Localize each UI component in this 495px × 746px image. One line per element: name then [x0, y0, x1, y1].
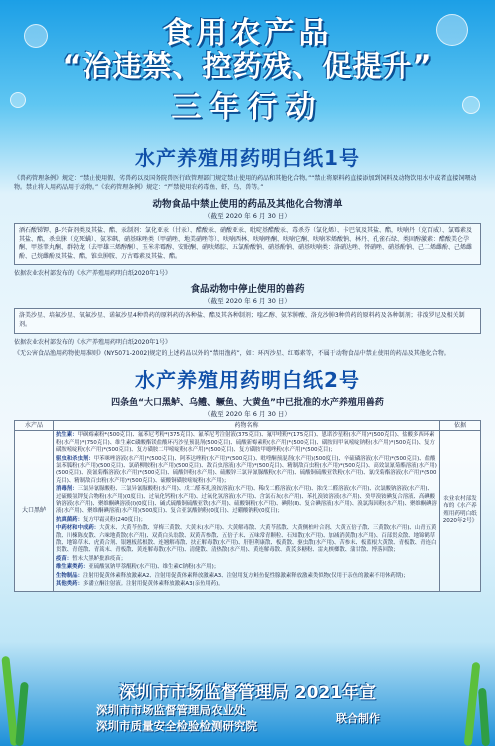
standard-note: 《无公害食品渔用药物使用准则》(NY5071-2002)规定的上述药品以外的“禁用渔药”，如：环丙沙星、红霉素等，不属于动物食品中禁止使用的药品及其他化合物。: [14, 350, 450, 358]
basis-cell: 农业农村部发布的《水产养殖用药明白纸2020年2号》: [440, 431, 481, 591]
banner-title-line2: “治违禁、控药残、促提升”: [62, 49, 433, 83]
drug-category-herbal: 中药材和中成药：大黄末、大黄芩鱼散、穿梅三黄散、大黄末(水产用)、大黄解毒散、大黄芩蓝散、大黄侧柏叶合剂、大黄五倍子散、三黄散(水产用)、山青五黄散、川楝陈皮散、六味地黄散(水产用)、双黄白头翁散、双黄苦参散、五倍子末、五味常青颗粒、石知散(水产用)、加减消黄散(水产用)、百部贯众散、地锦鹤草散、地锦草末、虎黄合剂、银翘板蓝根散、连翘解毒散、扶正解毒散(水产用)、肝胆利康散、板黄散、驱虫散(水产用)、苦参末、板蓝根大黄散、青板散、青连白贯散、青莲散、青蒿末、青板散、黄连解毒散(水产用)、清健散、清热散(水产用)、黄连解毒散、黄芪多糖粉、雷丸槟榔散、蒲甘散、博落回散；: [56, 525, 437, 554]
drug-category-vitamin: 维生素类药：亚硫酸氢钠甲萘醌粉(水产用)、维生素C钠粉(水产用)；: [56, 564, 220, 571]
drug-category-biologic: 生物制品：注射用促黄体素释放激素A2、注射用促黄体素释放激素A3、注射用复方鲑鱼促性腺激素释放激素类似物(仅用于亲鱼的激素不用休药期)；: [56, 572, 409, 579]
drug-category-other: 其他类药：多潘立酮注射液。注射用促黄体素释放激素A3(亲鱼用药)。: [56, 581, 224, 588]
section1-intro: 《兽药管理条例》规定：“禁止使用假、劣兽药以及国务院兽医行政管理部门规定禁止使用的药品和其他化合物。”“禁止将原料药直接添加到饲料及动物饮用水中或者直接饲喂动物。禁止将人用药品用于动物。”《农药管理条例》规定：“严禁使用农药毒鱼、虾、鸟、兽等。”: [14, 175, 477, 191]
drug-category-vaccine: 疫苗：暂未大黑鲈批准疫苗；: [56, 555, 127, 562]
banned-list-box: 酒石酸锑钾、β-兴奋剂类及其盐、酯、汞制剂：氯化亚汞（甘汞）、醋酸汞、硝酸亚汞、吡啶基醋酸汞、毒杀芬（氯化烯）、卡巴氧及其盐、酯，呋喃丹（克百威）、氯霉素及其盐、酯，杀虫脒（克死螨）、氨苯砜、硝基咪唑类（甲硝唑、地美硝唑等）、呋喃西林、呋喃唑酮、呋喃它酮、呋喃苯烯酸钠、林丹、孔雀石绿、类固醇激素：醋酸美仑孕酮、甲基睾丸酮、群勃龙（去甲雄三烯醇酮）、玉米赤霉醇、安眠酮、硝呋烯腙、五氯酚酸钠、硝基酚钠、硝基呋喃类：洛硝达唑、替硝唑、硝基酚钠、己二烯雌酚、己烯雌酚、己烷雌酚及其盐、酯，锥虫胂胺、万古霉素及其盐、酯。: [14, 223, 481, 265]
stopped-list-box: 洛美沙星、培氟沙星、氧氟沙星、诺氟沙星4种兽药的原料药的各种盐、酯及其各种制剂；喹乙醇、氨苯胂酸、洛克沙胂3种兽药的原料药及各种制剂；非泼罗尼及相关制剂。: [14, 308, 481, 334]
footer-org-1: 深圳市市场监督管理局农业处: [96, 703, 246, 717]
table-header-row: [15, 420, 481, 431]
col-basis-header: 依据: [440, 420, 481, 431]
footer-joint-label: 联合制作: [336, 712, 380, 725]
banner-title-line1: 食用农产品: [162, 16, 333, 51]
banned-list-title: 动物食品中禁止使用的药品及其他化合物清单: [152, 199, 343, 210]
product-cell: 大口黑鲈: [15, 431, 54, 591]
drug-category-disinfectant: 消毒剂：三氯异氰脲酸粉、三氯异氰脲酸粉(水产用)、戊二醛苯扎溴铵溶液(水产用)、稀戊二醛溶液(水产用)、浓戊二醛溶液(水产用)、次氯酸钠溶液(水产用)、过硫酸氢钾复合物粉(水产用)(0度日)、过氧化钙粉(水产用)、过氧化氢溶液(水产用)、含氯石灰(水产用)、苯扎溴铵溶液(水产用)、癸甲溴铵碘复合溶液、高碘酸钠溶液(水产用)、聚维酮碘溶液(I)(0度日)、碱式硫酸铜硫酸亚铁(水产用)、硫酸铜粉(水产用)、碘附(Ⅱ)、复合碘溶液(水产用)、溴氯海因粉(水产用)、聚维酮碘溶液(水产用)、聚维酮碘溶液(水产用)(500度日)、复合亚氯酸钠粉(0度日)、过硼酸钠粉(0度日)；: [56, 486, 437, 515]
source-note-1: 依据农业农村部发布的《水产养殖用药明白纸2020年1号》: [14, 270, 172, 278]
section2-title: 水产养殖用药明白纸2号: [135, 367, 360, 392]
header-banner: [0, 0, 495, 138]
stopped-list-date: （截至 2020 年 6 月 30 日）: [204, 297, 291, 306]
drug-list-cell: [54, 431, 440, 591]
banned-list-date: （截至 2020 年 6 月 30 日）: [204, 212, 291, 220]
footer-org-2: 深圳市质量安全检验检测研究院: [96, 719, 257, 733]
drug-category-antiparasitic: 驱虫和杀虫剂：甲苯咪唑溶液(水产用)*(500克目)、阿苯达唑粉(水产用)*(500克目)、吡喹酮预混剂(水产用)(500度日)、辛硫磷溶液(水产用)*(500克目)、盐酸氯苯胍粉(水产用)(500克目)、氯硝柳胺粉(水产用)(500克目)、敌百虫溶液(水产用)*(500克目)、精制敌百虫粉(水产用)*(500克目)、高效氯氰菊酯溶液(水产用)(500克目)、溴氰菊酯溶液(水产用)*(500克目)、硫酸锌粉(水产用)、硫酸锌三氯异氰脲酸粉(水产用)、硫酸铜硫酸亚铁粉(水产用)、氰戊菊酯溶液(水产用)*(500克目)、精制敌百虫粉(水产用)*(500克目)、硫酸铜磺胺嘧啶粉(水产用)；: [56, 455, 437, 484]
col-product-header: 水产品: [15, 420, 54, 431]
stopped-list-title: 食品动物中停止使用的兽药: [190, 284, 305, 296]
banner-title-line3: 三年行动: [171, 90, 324, 125]
main-content: [14, 142, 481, 592]
source-note-2: 依据农业农村部发布的《水产养殖用药明白纸2020年1号》: [14, 339, 172, 347]
drug-category-antifungal: 抗真菌药：复方甲霜灵粉(240度日)；: [56, 516, 146, 523]
table-row: [15, 431, 481, 591]
footer-publisher-line: 深圳市市场监督管理局 2021年宣: [118, 683, 377, 703]
section2-date: （截至 2020 年 6 月 30 日）: [204, 409, 291, 418]
approved-drug-table: [14, 420, 481, 592]
col-name-header: 药物名称: [54, 420, 440, 431]
section2-subtitle: 四条鱼“大口黑鲈、乌鳢、鳜鱼、大黄鱼”中已批准的水产养殖用兽药: [111, 397, 384, 408]
drug-category-antibiotics: 抗生素：甲砜霉素粉*(500克目)、氟苯尼考粉*(375克目)、氟苯尼考注射液(375克目)、氟甲喹粉*(175克目)、恩诺沙星粉(水产用)*(500克目)、盐酸多西环素粉(水产用)*(750克目)、维生素C磷酸酯镁盐酸环丙沙星预混剂(500克目)、硫酸新霉素粉(水产用)*(500克目)、磺胺间甲氧嘧啶钠粉(水产用)*(500克目)、复方磺胺嘧啶粉(水产用)*(500克目)、复方磺胺二甲嘧啶粉(水产用)*(500克目)、复方磺胺甲噁唑粉(水产用)*(500克目)；: [56, 432, 435, 454]
section1-title: 水产养殖用药明白纸1号: [135, 146, 360, 170]
